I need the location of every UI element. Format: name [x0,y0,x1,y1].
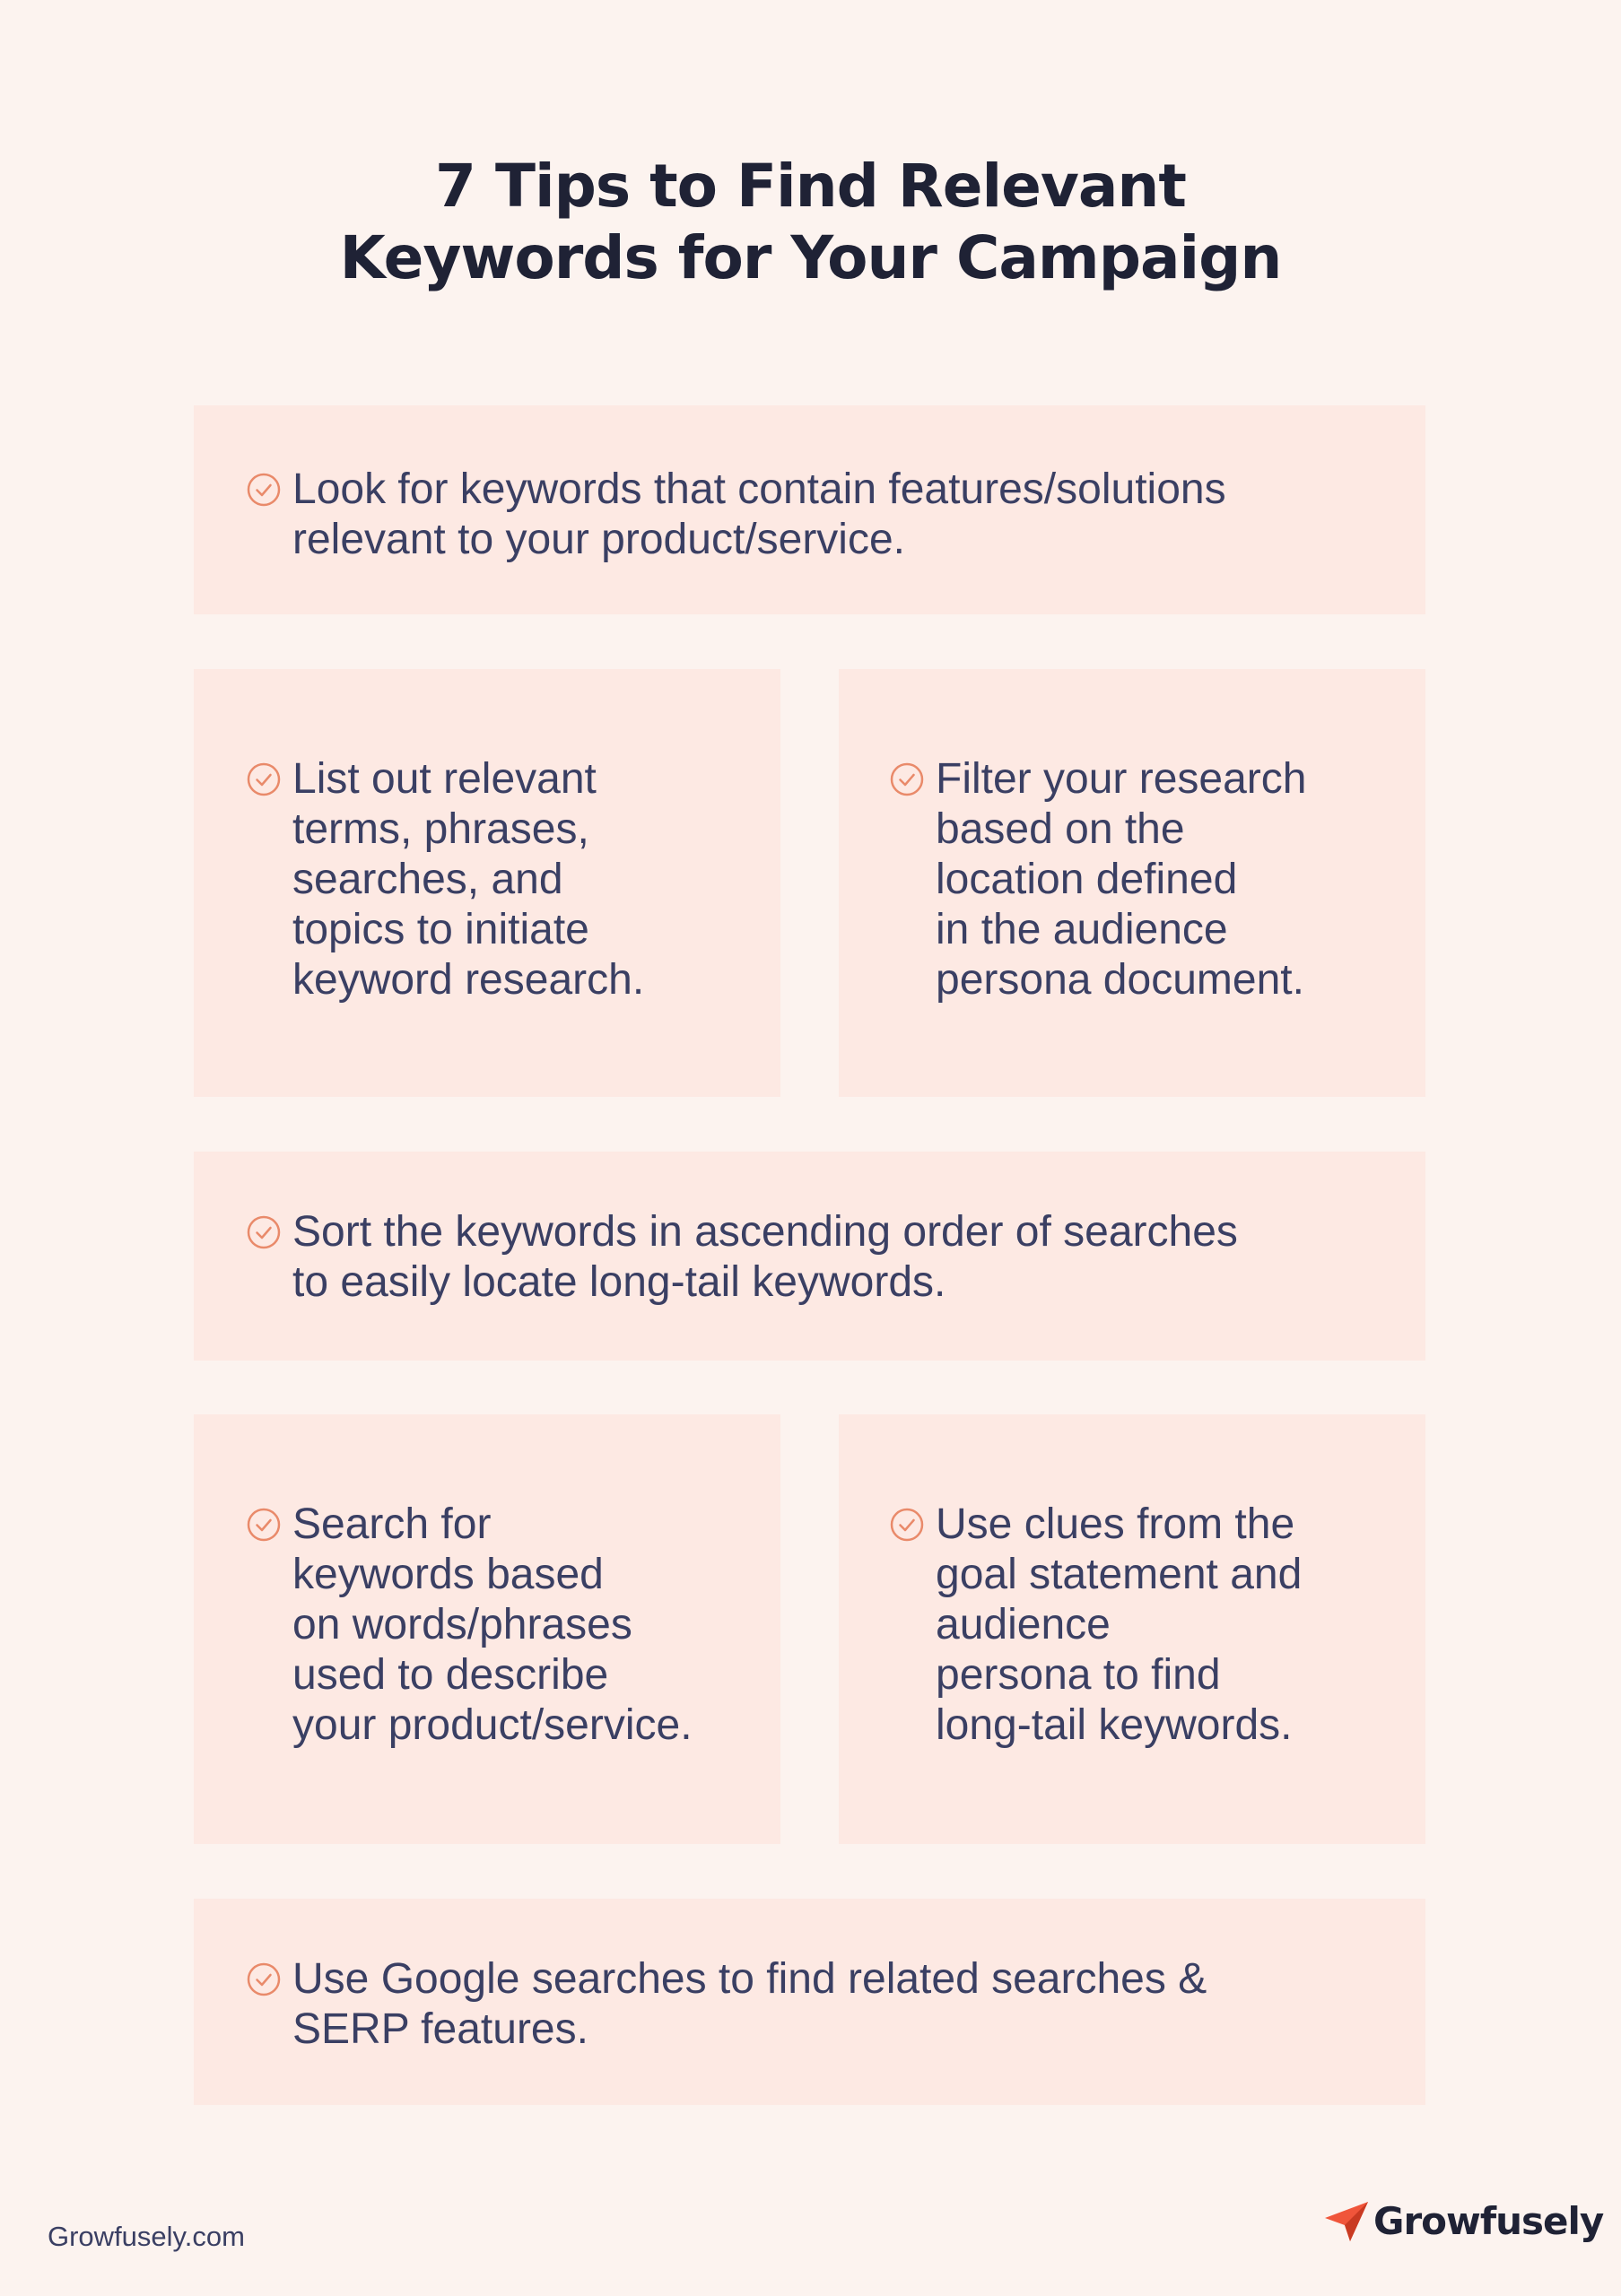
tip-card-5 [194,1414,780,1844]
tip-text-2: List out relevant terms, phrases, searches, and topics to initiate keyword research. [292,755,645,1004]
tip-card-7 [194,1899,1425,2105]
brand-logo[interactable] [1323,2199,1603,2243]
tip-text-6: Use clues from the goal statement and audience persona to find long-tail keywords. [936,1500,1303,1749]
tip-card-4 [194,1152,1425,1361]
tip-card-2 [194,669,780,1097]
tip-card-3 [839,669,1425,1097]
check-circle-icon [889,1507,925,1543]
check-circle-icon [246,1214,282,1250]
tip-text-4: Sort the keywords in ascending order of searches to easily locate long-tail keywords. [292,1208,1238,1306]
check-circle-icon [246,761,282,797]
check-circle-icon [246,1961,282,1997]
tip-card-6 [839,1414,1425,1844]
brand-name: Growfusely [1373,2199,1604,2243]
page-title [0,151,1621,294]
tip-text-5: Search for keywords based on words/phrases used to describe your product/service. [292,1500,693,1749]
tip-card-1 [194,405,1425,614]
tip-text-3: Filter your research based on the location defined in the audience persona document. [936,755,1307,1004]
check-circle-icon [889,761,925,797]
website-link[interactable]: Growfusely.com [48,2221,245,2252]
title-line-2: Keywords for Your Campaign [339,223,1282,292]
tip-text-1: Look for keywords that contain features/solutions relevant to your product/service. [292,465,1226,563]
title-line-1: 7 Tips to Find Relevant [435,152,1186,221]
paper-plane-icon [1323,2200,1370,2243]
check-circle-icon [246,472,282,508]
check-circle-icon [246,1507,282,1543]
tip-text-7: Use Google searches to find related searches & SERP features. [292,1955,1207,2053]
